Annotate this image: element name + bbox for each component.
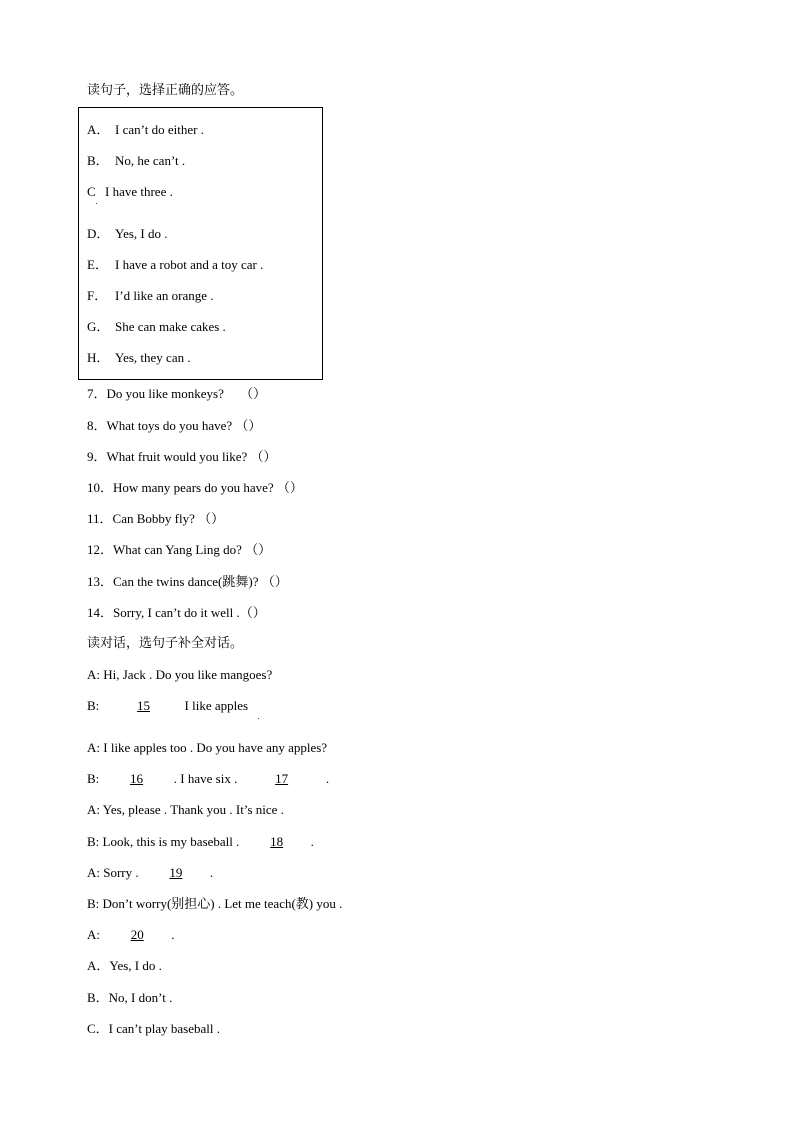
option-g: [87, 319, 226, 335]
dialogue-end: .: [171, 927, 175, 942]
option-letter: G．: [87, 319, 110, 334]
option-a: [87, 122, 204, 138]
dialogue-text: Look, this is my baseball .: [102, 834, 240, 849]
option-b: [87, 153, 185, 169]
option-f: [87, 288, 214, 304]
dialogue-line-9: [87, 927, 175, 943]
option-h: [87, 350, 191, 366]
section1-title: 读句子，选择正确的应答。: [87, 83, 244, 98]
answer-c: C．I can’t play baseball .: [87, 1021, 220, 1036]
question-10: 10．How many pears do you have? （）: [87, 480, 303, 495]
option-text: Yes, they can .: [115, 350, 191, 365]
dialogue-text: . I have six .: [173, 771, 238, 786]
speaker: A:: [87, 802, 100, 817]
blank-15[interactable]: 15: [137, 698, 151, 713]
option-letter: A．: [87, 122, 110, 137]
speaker: B:: [87, 834, 100, 849]
option-letter: C: [87, 184, 96, 199]
speaker: B:: [87, 771, 100, 786]
question-11: 11．Can Bobby fly? （）: [87, 511, 225, 526]
option-text: Yes, I do .: [115, 226, 168, 241]
option-letter: F．: [87, 288, 108, 303]
option-c: [87, 184, 173, 200]
dialogue-end: .: [325, 771, 330, 786]
option-letter: H．: [87, 350, 110, 365]
option-text: No, he can’t .: [115, 153, 186, 168]
dialogue-line-8: [87, 896, 342, 912]
option-e: [87, 257, 263, 273]
answer-b: B．No, I don’t .: [87, 990, 173, 1005]
question-9: 9．What fruit would you like? （）: [87, 449, 277, 464]
question-7: 7．Do you like monkeys? （）: [87, 386, 267, 401]
dialogue-line-5: [87, 802, 284, 818]
option-letter: E．: [87, 257, 108, 272]
option-letter: D．: [87, 226, 110, 241]
speaker: B:: [87, 698, 100, 713]
dialogue-line-2: [87, 698, 248, 714]
dialogue-text: Sorry .: [103, 865, 139, 880]
blank-16[interactable]: 16: [130, 771, 144, 786]
dialogue-line-4: [87, 771, 329, 787]
dialogue-line-3: [87, 740, 327, 756]
speaker: A:: [87, 927, 100, 942]
dialogue-end: .: [209, 865, 214, 880]
question-14: 14．Sorry, I can’t do it well .（）: [87, 605, 266, 620]
options-box: [78, 107, 323, 380]
dialogue-text: Yes, please . Thank you . It’s nice .: [102, 802, 284, 817]
option-text: I have a robot and a toy car .: [115, 257, 264, 272]
speaker: A:: [87, 740, 100, 755]
dialogue-end: .: [310, 834, 314, 849]
stray-dot: [258, 718, 259, 719]
blank-18[interactable]: 18: [270, 834, 284, 849]
speaker: A:: [87, 865, 100, 880]
speaker: B:: [87, 896, 100, 911]
option-text: I can’t do either .: [115, 122, 204, 137]
option-d: [87, 226, 168, 242]
speaker: A:: [87, 667, 100, 682]
stray-dot: [96, 203, 97, 204]
section2-title: 读对话，选句子补全对话。: [87, 636, 244, 651]
dialogue-line-7: [87, 865, 213, 881]
question-12: 12．What can Yang Ling do? （）: [87, 542, 272, 557]
dialogue-text: I like apples too . Do you have any apples?: [103, 740, 328, 755]
option-text: I have three .: [105, 184, 173, 199]
option-letter: B．: [87, 153, 109, 168]
blank-17[interactable]: 17: [275, 771, 289, 786]
dialogue-text: Hi, Jack . Do you like mangoes?: [103, 667, 273, 682]
dialogue-line-1: [87, 667, 272, 683]
answer-a: A．Yes, I do .: [87, 958, 162, 973]
question-13: 13．Can the twins dance(跳舞)? （）: [87, 574, 288, 589]
dialogue-text: Don’t worry(别担心) . Let me teach(教) you .: [102, 896, 343, 911]
option-text: She can make cakes .: [115, 319, 226, 334]
question-8: 8．What toys do you have? （）: [87, 418, 262, 433]
dialogue-line-6: [87, 834, 314, 850]
blank-19[interactable]: 19: [169, 865, 183, 880]
dialogue-text: I like apples: [184, 698, 249, 713]
blank-20[interactable]: 20: [130, 927, 144, 942]
option-text: I’d like an orange .: [115, 288, 214, 303]
